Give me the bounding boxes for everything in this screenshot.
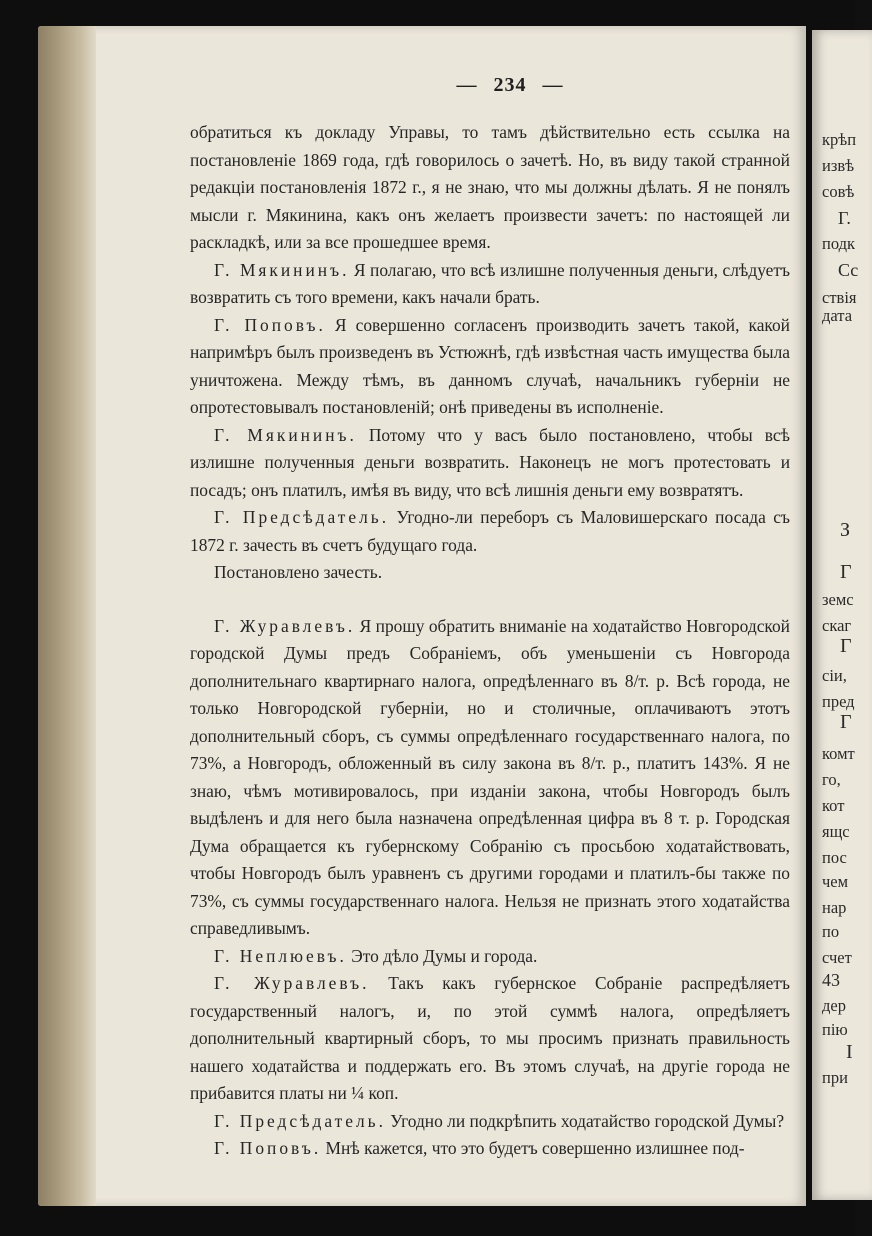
speech-text: Это дѣло Думы и города. [346,945,538,966]
right-page-fragment: пред [822,692,855,711]
speech-text: Я прошу обратить вниманіе на ходатайство Новгородской городской Думы предъ Собраніемъ, объ уменьшеніи съ Новгорода дополнительнаго квартирнаго налога, опредѣленнаго въ 8/т. р. Всѣ города, не только Новгородской губерніи, но и столичные, оплачиваютъ этотъ дополнительный сборъ, съ суммы опредѣленнаго государственнаго налога, по 73%, а Новгородъ, обложенный въ силу закона въ 8/т. р., платитъ 143%. Я не знаю, чѣмъ мотивировалось, при изданіи закона, чтобы Новгородъ былъ выдѣленъ и для него была назначена опредѣленная цифра въ 8 т. р. Городская Дума обращается къ губернскому Собранію съ просьбою ходатайствовать, чтобы Новгородъ былъ уравненъ съ другими городами и платилъ-бы также по 73%, съ суммы государственнаго налога. Нельзя не признать этого ходатайства справедливымъ. [190,615,790,938]
speech-text: Потому что у васъ было постановлено, чтобы всѣ излишне полученныя деньги возвратить. Наконецъ не могъ протестовать и посадъ; онъ платилъ, имѣя въ виду, что всѣ лишнія деньги ему возвратятъ. [190,424,790,500]
speech-text: Мнѣ кажется, что это будетъ совершенно излишнее под- [321,1138,745,1158]
right-page-fragment: сіи, [822,666,847,685]
speech [190,970,790,1108]
page-edge-stack [38,26,96,1206]
right-page-fragment: земс [822,590,854,609]
right-page-fragment: совѣ [822,182,855,201]
speaker-name: Г. Поповъ. [214,314,326,335]
speech-text: Я полагаю, что всѣ излишне полученныя деньги, слѣдуетъ возвратить съ того времени, какъ начали брать. [190,259,790,307]
right-page-fragment: ящс [822,822,850,841]
right-page-fragment: Г [840,635,852,657]
right-page-fragment: Г [840,711,852,733]
speaker-name: Г. Неплюевъ. [214,945,347,966]
speech [190,943,790,971]
speech [190,1135,790,1163]
right-page-fragment: Сс [838,260,859,280]
speech [190,257,790,312]
speech-text: Угодно-ли переборъ съ Маловишерскаго посада съ 1872 г. зачесть въ счетъ будущаго года. [190,507,790,555]
right-page-fragment: Г [840,561,852,583]
speaker-name: Г. Журавлевъ. [214,973,370,993]
right-page-fragment: кот [822,796,845,815]
speech [190,312,790,422]
right-page-fragment: пію [822,1020,848,1039]
right-page-fragment: по [822,922,840,941]
right-page-fragment: го, [822,770,841,789]
right-page-fragment: скаг [822,616,852,635]
right-page-fragment: Г. [838,208,851,228]
right-page-fragment: 43 [822,970,840,990]
right-page-fragment: крѣп [822,130,857,149]
resolution: Постановлено зачесть. [214,562,383,582]
speech [190,613,790,943]
page-number-dash-left: — [456,74,478,96]
speaker-name: Г. Предсѣдатель. [214,507,390,527]
speaker-name: Г. Журавлевъ. [214,615,356,636]
opening-paragraph: обратиться къ докладу Управы, то тамъ дѣйствительно есть ссылка на постановленіе 1869 года, гдѣ говорилось о зачетѣ. Но, въ виду такой странной редакціи постановленія 1872 г., я не знаю, что мы должны дѣлать. Я не понялъ мысли г. Мякинина, какъ онъ желаетъ произвести зачетъ: по настоящей ли раскладкѣ, или за все прошедшее время. [190,122,790,252]
right-page-fragment: чем [822,872,849,891]
right-page-fragment: З [840,519,851,541]
speech [190,1108,790,1136]
right-page-fragment: нар [822,898,847,917]
right-page-fragment: при [822,1068,848,1087]
right-page-fragment: извѣ [822,156,855,175]
speaker-name: Г. Мякининъ. [214,259,350,280]
speaker-name: Г. Мякининъ. [214,424,357,445]
page-number-value: 234 [493,74,527,96]
speaker-name: Г. Предсѣдатель. [214,1110,386,1131]
right-page-fragment: подк [822,234,856,253]
page-number-dash-right: — [542,74,564,96]
right-page-fragment: счет [822,948,852,967]
right-page-fragment: ствія [822,288,857,307]
page-number [190,74,790,97]
right-page-fragment: дер [822,996,846,1015]
speech [190,422,790,505]
right-page-fragment: комт [822,744,855,763]
speech-text: Я совершенно согласенъ производить зачетъ такой, какой напримѣръ былъ произведенъ въ Устюжнѣ, гдѣ извѣстная часть имущества была уничтожена. Между тѣмъ, въ данномъ случаѣ, начальникъ губерніи не опротестовывалъ постановленій; онѣ приведены въ исполненіе. [190,314,790,417]
right-page-fragment: дата [822,306,853,325]
page-text [190,74,790,1163]
right-page-fragment: I [846,1041,853,1063]
speech-text: Угодно ли подкрѣпить ходатайство городской Думы? [385,1110,785,1131]
right-page-fragment: пос [822,848,847,867]
section-gap [190,587,790,613]
speech-text: Такъ какъ губернское Собраніе распредѣляетъ государственный налогъ, и, по этой суммѣ налога, опредѣляетъ дополнительный квартирный сборъ, то мы просимъ признать правильность нашего ходатайства и поддержать его. Въ этомъ случаѣ, на другіе города не прибавится платы ни ¼ коп. [190,973,790,1103]
speaker-name: Г. Поповъ. [214,1138,322,1158]
speech [190,504,790,559]
